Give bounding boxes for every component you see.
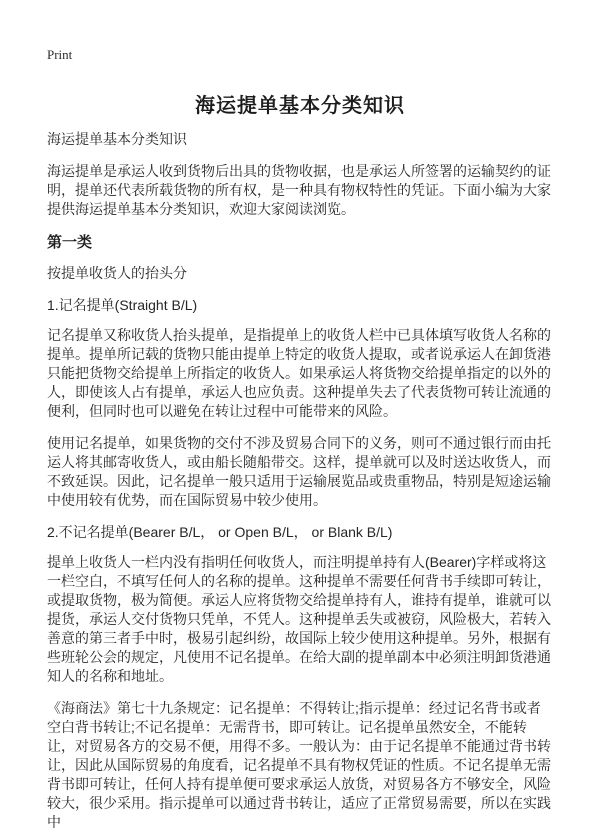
item2-paragraph-1: 提单上收货人一栏内没有指明任何收货人，而注明提单持有人(Bearer)字样或将这一栏空白，不填写任何人的名称的提单。这种提单不需要任何背书手续即可转让，或提取货物，极为简便。承运人应将货物交给提单持有人，谁持有提单，谁就可以提货，承运人交付货物只凭单，不凭人。这种提单丢失或被窃，风险极大，若转入善意的第三者手中时，极易引起纠纷，故国际上较少使用这种提单。另外，根据有些班轮公会的规定，凡使用不记名提单。在给大副的提单副本中必须注明卸货港通知人的名称和地址。 <box>47 554 551 684</box>
section-heading-first-category: 第一类 <box>47 234 93 251</box>
item2-paragraph-2: 《海商法》第七十九条规定：记名提单：不得转让;指示提单：经过记名背书或者空白背书转让;不记名提单：无需背书，即可转让。记名提单虽然安全，不能转让，对贸易各方的交易不便，用得不多。一般认为：由于记名提单不能通过背书转让，因此从国际贸易的角度看，记名提单不具有物权凭证的性质。不记名提单无需背书即可转让，任何人持有提单便可要求承运人放货，对贸易各方不够安全，风险较大，很少采用。指示提单可以通过背书转让，适应了正常贸易需要，所以在实践中 <box>47 700 551 830</box>
item1-paragraph-2: 使用记名提单，如果货物的交付不涉及贸易合同下的义务，则可不通过银行而由托运人将其邮寄收货人，或由船长随船带交。这样，提单就可以及时送达收货人，而不致延误。因此，记名提单一般只适用于运输展览品或贵重物品，特别是短途运输中使用较有优势，而在国际贸易中较少使用。 <box>47 435 551 508</box>
section-subheading: 按提单收货人的抬头分 <box>47 265 187 281</box>
item1-heading-straight-bl: 1.记名提单(Straight B/L) <box>47 297 198 313</box>
item2-heading-bearer-bl: 2.不记名提单(Bearer B/L， or Open B/L， or Blank B/L) <box>47 524 393 540</box>
item1-paragraph-1: 记名提单又称收货人抬头提单，是指提单上的收货人栏中已具体填写收货人名称的提单。提单所记载的货物只能由提单上特定的收货人提取，或者说承运人在卸货港只能把货物交给提单上所指定的收货人。如果承运人将货物交给提单指定的以外的人，即使该人占有提单，承运人也应负责。这种提单失去了代表货物可转让流通的便利，但同时也可以避免在转让过程中可能带来的风险。 <box>47 327 551 419</box>
article-title: 海运提单基本分类知识 <box>195 95 405 117</box>
article-subtitle: 海运提单基本分类知识 <box>47 131 187 147</box>
print-link[interactable]: Print <box>47 47 73 62</box>
intro-paragraph: 海运提单是承运人收到货物后出具的货物收据，也是承运人所签署的运输契约的证明，提单还代表所载货物的所有权，是一种具有物权特性的凭证。下面小编为大家提供海运提单基本分类知识，欢迎大家阅读浏览。 <box>47 163 551 217</box>
